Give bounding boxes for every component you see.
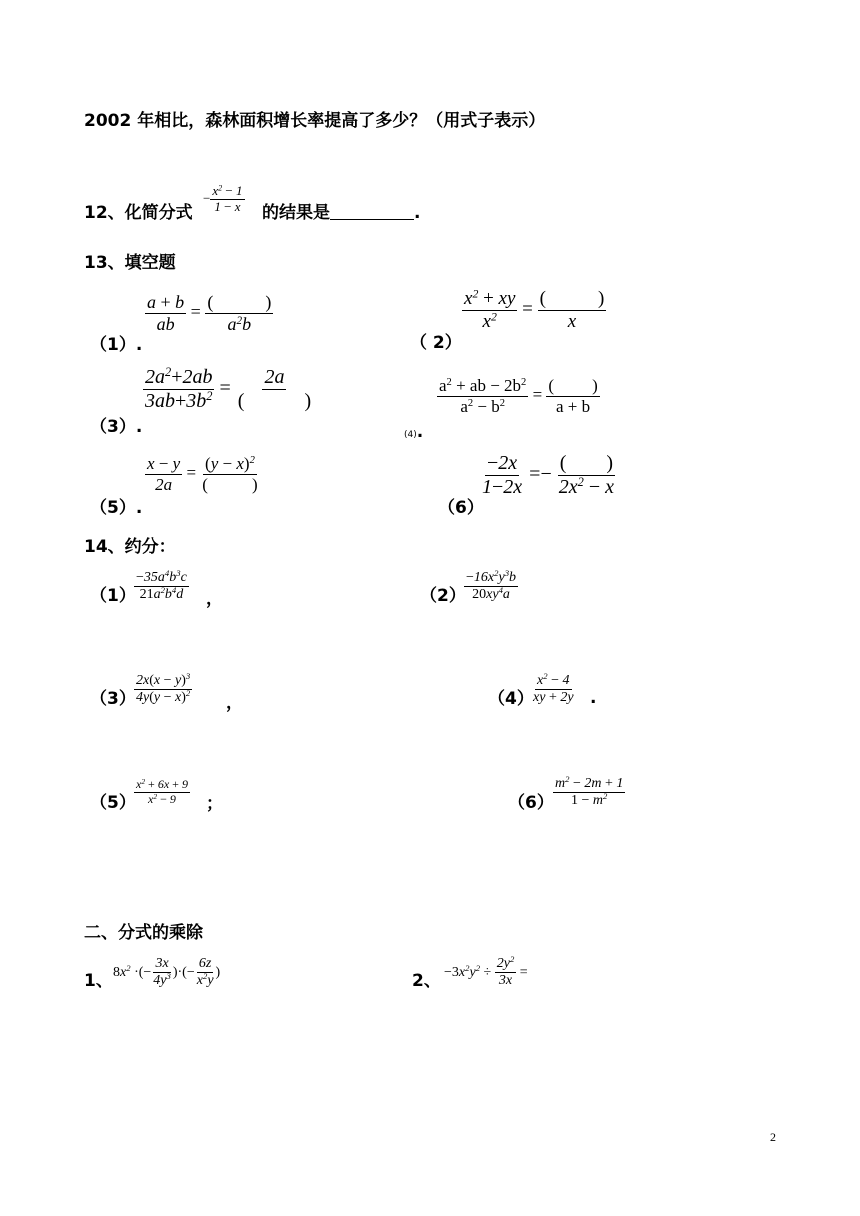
- q14-label-6: （6）: [508, 793, 554, 813]
- q13-eq-6: $\frac{-2x}{1-2x}$ =− ( ) $2x^2 - x$: [482, 452, 614, 498]
- q14-punct-4: .: [590, 688, 597, 708]
- q14-expr-3: $\frac{2x(x - y)^3}{4y(y - x)^2}$: [136, 671, 191, 706]
- q13-eq-2: $\frac{x^2 + xy}{x^2}$ = ( ) x: [464, 287, 605, 332]
- s2-label-2: 2、: [412, 971, 441, 991]
- q14-expr-2: $\frac{-16x^2y^3b}{20xy^4a}$: [466, 568, 517, 603]
- q14-expr-4: $\frac{x^2 - 4}{xy + 2y}$: [533, 671, 574, 706]
- answer-blank[interactable]: [330, 203, 414, 220]
- q13-title: 13、填空题: [84, 253, 176, 273]
- s2-expr-2: $-3x^2y^2$ ÷ $\frac{2y^2}{3x}$ =: [444, 954, 528, 989]
- q13-label-2: （ 2）: [410, 333, 462, 353]
- q14-label-2: （2）: [420, 586, 466, 606]
- s2-expr-1: $8x^2$ ·(− $\frac{3x}{4y^3}$ )·(− $\frac{6z}{x^2y}$ ): [113, 956, 221, 989]
- q14-label-5: （5）: [90, 793, 136, 813]
- q13-eq-5: $\frac{x - y}{2a}$ = $(y - x)^2$ ( ): [147, 454, 258, 494]
- q14-punct-1: ，: [206, 589, 223, 609]
- q12-prefix: 12、化简分式: [84, 203, 193, 223]
- q13-label-3: （3）.: [90, 417, 143, 437]
- q13-label-1: （1）.: [90, 335, 143, 355]
- q13-label-4: (4).: [404, 422, 424, 442]
- q14-punct-5: ；: [206, 794, 223, 814]
- q14-expr-5: $\frac{x^2 + 6x + 9}{x^2 - 9}$: [136, 776, 188, 806]
- q14-label-3: （3）: [90, 689, 136, 709]
- s2-label-1: 1、: [84, 971, 113, 991]
- q13-eq-1: $\frac{a + b}{ab}$ = ( ) $a^2b$: [147, 292, 272, 334]
- q14-punct-3: ，: [226, 693, 243, 713]
- page-number: 2: [770, 1130, 776, 1144]
- q13-eq-4: $\frac{a^2 + ab - 2b^2}{a^2 - b^2}$ = ( ) a + b: [439, 376, 598, 416]
- intro-line: 2002 年相比，森林面积增长率提高了多少？（用式子表示）: [84, 111, 546, 131]
- q14-title: 14、约分：: [84, 537, 176, 557]
- q14-label-1: （1）: [90, 586, 136, 606]
- q13-label-6: （6）: [438, 498, 484, 518]
- q13-eq-3: $\frac{2a^2+2ab}{3ab+3b^2}$ = 2a ( ): [145, 365, 312, 412]
- q13-label-5: （5）.: [90, 498, 143, 518]
- q12-suffix: 的结果是 .: [262, 203, 421, 223]
- q14-label-4: （4）: [488, 689, 534, 709]
- q14-expr-6: $\frac{m^2 - 2m + 1}{1 - m^2}$: [555, 774, 624, 809]
- q14-expr-1: $\frac{-35a^4b^3c}{21a^2b^4d}$: [136, 568, 187, 603]
- section2-title: 二、分式的乘除: [84, 923, 203, 943]
- q12-expression: − $\frac{x^2 - 1}{1 - x}$: [203, 183, 243, 214]
